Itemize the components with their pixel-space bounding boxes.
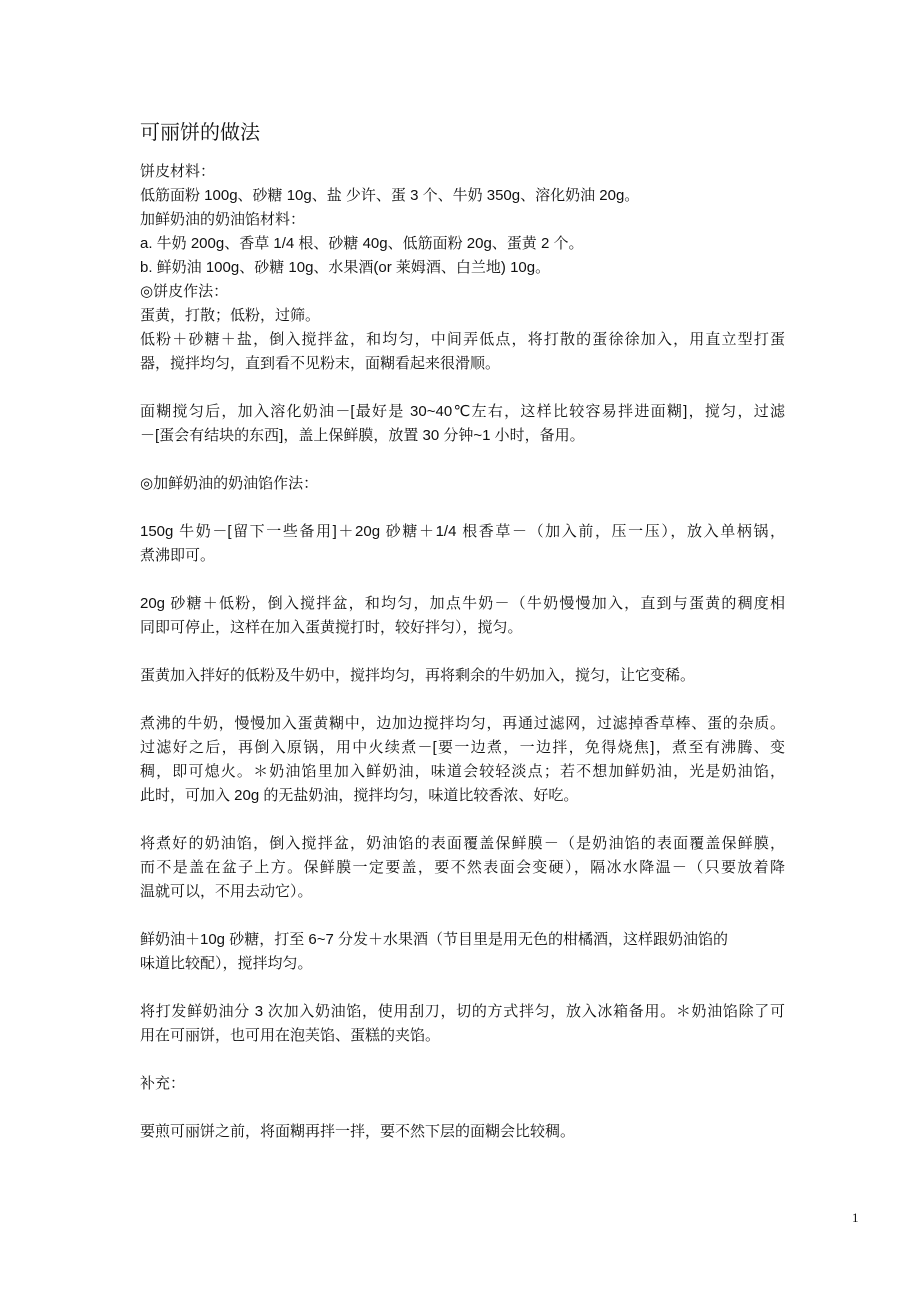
text-line: 此时，可加入 20g 的无盐奶油，搅拌均匀，味道比较香浓、好吃。 — [140, 787, 579, 804]
document-body — [140, 160, 785, 1144]
text-line: 低粉＋砂糖＋盐，倒入搅拌盆，和均匀，中间弄低点，将打散的蛋徐徐加入，用直立型打蛋 — [140, 331, 785, 348]
text-line: a. 牛奶 200g、香草 1/4 根、砂糖 40g、低筋面粉 20g、蛋黄 2 个。 — [140, 235, 584, 252]
text-line: 20g 砂糖＋低粉，倒入搅拌盆，和均匀，加点牛奶－（牛奶慢慢加入，直到与蛋黄的稠度相 — [140, 595, 785, 612]
section-heading: ◎饼皮作法： — [140, 283, 229, 300]
text-line: 面糊搅匀后，加入溶化奶油－[最好是 30~40℃左右，这样比较容易拌进面糊]，搅匀，过滤 — [140, 403, 785, 420]
text-line: －[蛋会有结块的东西]，盖上保鲜膜，放置 30 分钟~1 小时，备用。 — [140, 427, 585, 444]
text-line: 150g 牛奶－[留下一些备用]＋20g 砂糖＋1/4 根香草－（加入前，压一压），放入单柄锅， — [140, 523, 785, 540]
text-line: 同即可停止，这样在加入蛋黄搅打时，较好拌匀），搅匀。 — [140, 619, 523, 636]
text-line: 加鲜奶油的奶油馅材料： — [140, 211, 306, 228]
text-line: 而不是盖在盆子上方。保鲜膜一定要盖，要不然表面会变硬），隔冰水降温－（只要放着降 — [140, 859, 785, 876]
text-line: 低筋面粉 100g、砂糖 10g、盐 少许、蛋 3 个、牛奶 350g、溶化奶油 20g。 — [140, 187, 640, 204]
text-line: 将打发鲜奶油分 3 次加入奶油馅，使用刮刀，切的方式拌匀，放入冰箱备用。＊奶油馅除了可 — [140, 1003, 785, 1020]
text-line: 过滤好之后，再倒入原锅，用中火续煮－[要一边煮，一边拌，免得烧焦]，煮至有沸腾、变 — [140, 739, 785, 756]
page-title: 可丽饼的做法 — [140, 122, 260, 144]
text-line: 稠，即可熄火。＊奶油馅里加入鲜奶油，味道会较轻淡点；若不想加鲜奶油，光是奶油馅， — [140, 763, 785, 780]
text-line: 将煮好的奶油馅，倒入搅拌盆，奶油馅的表面覆盖保鲜膜－（是奶油馅的表面覆盖保鲜膜， — [140, 835, 785, 852]
text-line: 器，搅拌均匀，直到看不见粉末，面糊看起来很滑顺。 — [140, 355, 501, 372]
section-heading: 补充： — [140, 1075, 186, 1092]
section-heading: ◎加鲜奶油的奶油馅作法： — [140, 475, 319, 492]
text-line: 用在可丽饼，也可用在泡芙馅、蛋糕的夹馅。 — [140, 1027, 441, 1044]
text-line: 煮沸即可。 — [140, 547, 216, 564]
text-line: 温就可以，不用去动它）。 — [140, 883, 313, 900]
text-line: 蛋黄加入拌好的低粉及牛奶中，搅拌均匀，再将剩余的牛奶加入，搅匀，让它变稀。 — [140, 667, 696, 684]
text-line: 味道比较配），搅拌均匀。 — [140, 955, 313, 972]
text-line: 煮沸的牛奶，慢慢加入蛋黄糊中，边加边搅拌均匀，再通过滤网，过滤掉香草棒、蛋的杂质。 — [140, 715, 785, 732]
text-line: 蛋黄，打散；低粉，过筛。 — [140, 307, 321, 324]
text-line: 要煎可丽饼之前，将面糊再拌一拌，要不然下层的面糊会比较稠。 — [140, 1123, 576, 1140]
text-line: 饼皮材料： — [140, 163, 216, 180]
page-number: 1 — [852, 1210, 859, 1225]
text-line: b. 鲜奶油 100g、砂糖 10g、水果酒(or 莱姆酒、白兰地) 10g。 — [140, 259, 551, 276]
text-line: 鲜奶油＋10g 砂糖，打至 6~7 分发＋水果酒（节目里是用无色的柑橘酒，这样跟奶油馅的 — [140, 931, 728, 948]
